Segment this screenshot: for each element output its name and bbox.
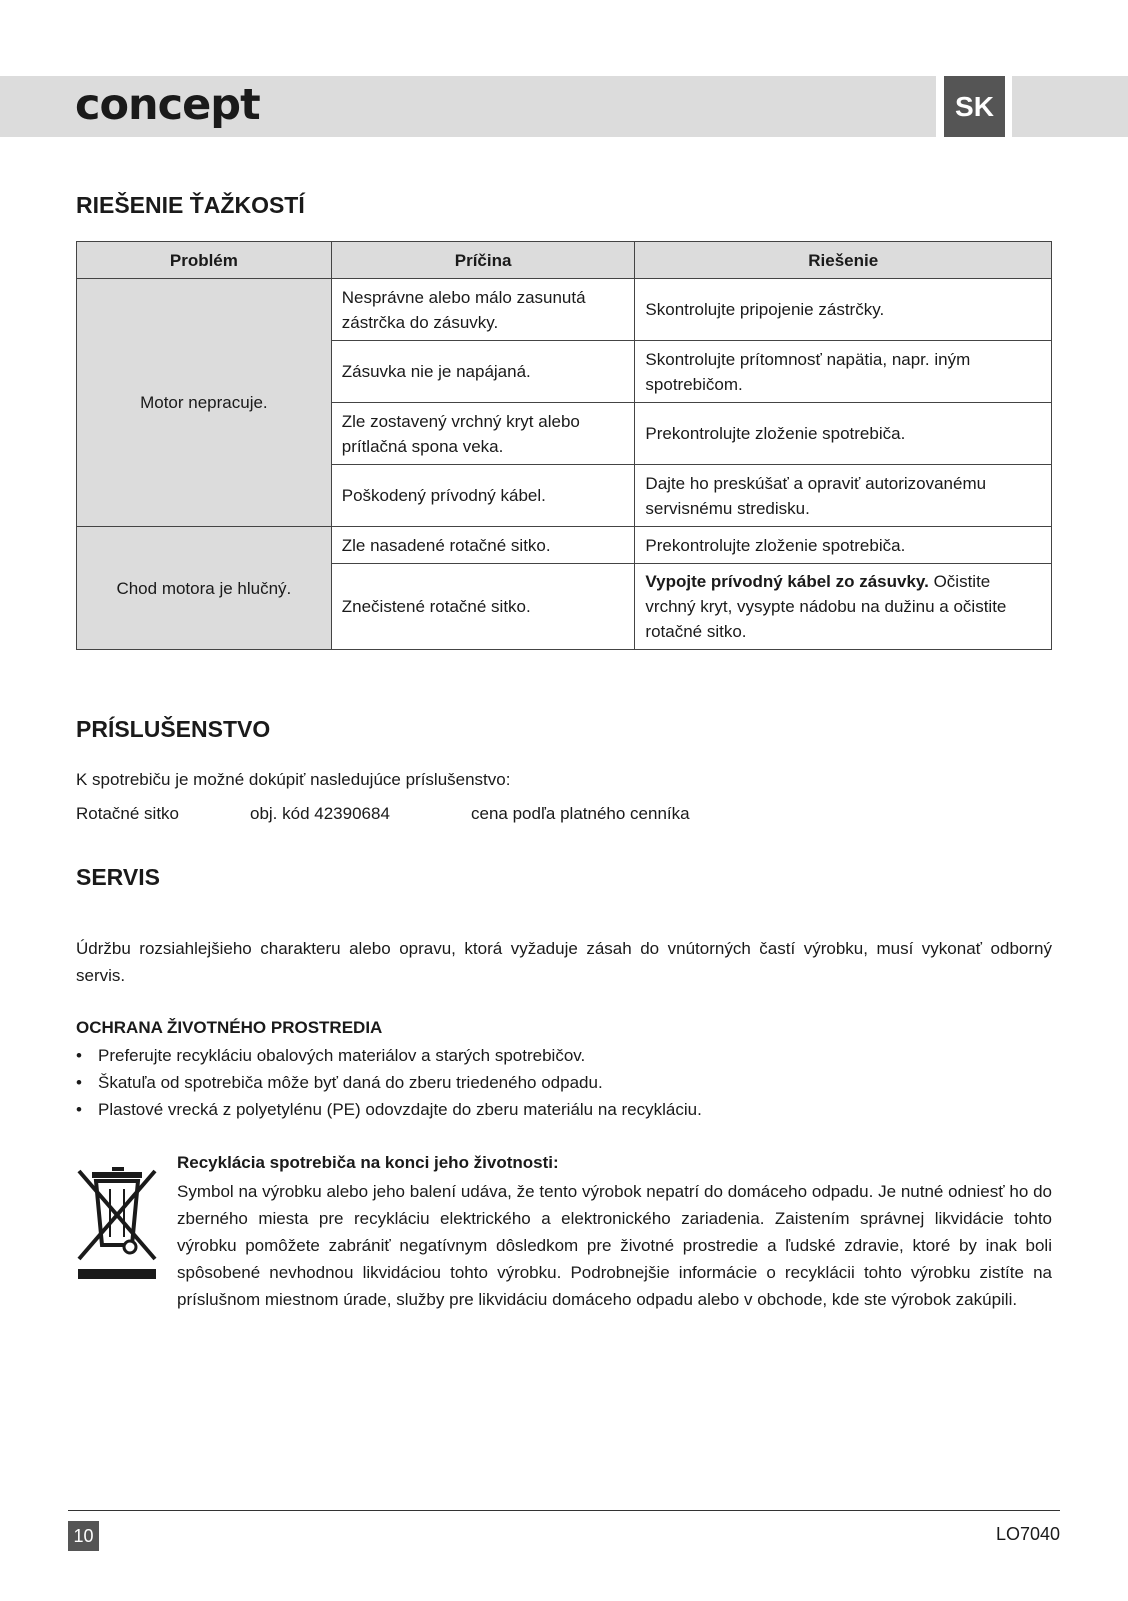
accessory-price: cena podľa platného cenníka [471, 804, 690, 823]
solution-cell [635, 564, 1052, 650]
cause-cell: Znečistené rotačné sitko. [331, 564, 635, 650]
list-item-text: Škatuľa od spotrebiča môže byť daná do zberu triedeného odpadu. [98, 1073, 603, 1092]
weee-crossed-bin-icon [76, 1165, 158, 1283]
problem-cell: Chod motora je hlučný. [77, 527, 332, 650]
cause-cell: Zásuvka nie je napájaná. [331, 341, 635, 403]
solution-text: Očistite vrchný kryt, vysypte nádobu na dužinu a očistite rotačné sitko. [645, 572, 1007, 641]
column-header-problem: Problém [77, 242, 332, 279]
service-text: Údržbu rozsiahlejšieho charakteru alebo opravu, ktorá vyžaduje zásah do vnútorných častí výrobku, musí vykonať odborný servis. [76, 939, 1052, 985]
footer-rule [68, 1510, 1060, 1511]
service-title: SERVIS [76, 864, 160, 890]
cause-cell: Zle nasadené rotačné sitko. [331, 527, 635, 564]
solution-cell: Dajte ho preskúšať a opraviť autorizovanému servisnému stredisku. [635, 465, 1052, 527]
list-item-text: Preferujte recykláciu obalových materiálov a starých spotrebičov. [98, 1046, 586, 1065]
table-row [77, 527, 1052, 564]
model-code: LO7040 [995, 1524, 1060, 1544]
table-header-row [77, 242, 1052, 279]
accessory-name: Rotačné sitko [76, 804, 179, 823]
recycling-title: Recyklácia spotrebiča na konci jeho životnosti: [177, 1153, 559, 1172]
cause-cell: Nesprávne alebo málo zasunutá zástrčka do zásuvky. [331, 279, 635, 341]
accessories-title: PRÍSLUŠENSTVO [76, 716, 271, 742]
column-header-cause: Príčina [331, 242, 635, 279]
cause-cell: Zle zostavený vrchný kryt alebo prítlačná spona veka. [331, 403, 635, 465]
cause-cell: Poškodený prívodný kábel. [331, 465, 635, 527]
page-number: 10 [68, 1521, 99, 1551]
environment-list [76, 1042, 1052, 1123]
list-item [76, 1096, 1052, 1123]
recycling-text: Symbol na výrobku alebo jeho balení udáva, že tento výrobok nepatrí do domáceho odpadu. Je nutné odniesť ho do zberného miesta pre recykláciu elektrického a elektronického zariadenia. Zaistením správnej likvidácie tohto výrobku pomôžete zabrániť negatívnym dôsledkom pre životné prostredie a ľudské zdravie, ktoré by inak boli spôsobené nevhodnou likvidáciou tohto výrobku. Podrobnejšie informácie o recyklácii tohto výrobku zistíte na príslušnom miestnom úrade, služby pre likvidáciu domáceho odpadu alebo v obchode, kde ste výrobok zakúpili. [177, 1182, 1052, 1309]
problem-cell: Motor nepracuje. [77, 279, 332, 527]
solution-warning: Vypojte prívodný kábel zo zásuvky. [645, 572, 929, 591]
header-band-right [1012, 76, 1128, 137]
solution-cell: Skontrolujte prítomnosť napätia, napr. iným spotrebičom. [635, 341, 1052, 403]
table-row [77, 279, 1052, 341]
list-item [76, 1069, 1052, 1096]
list-item [76, 1042, 1052, 1069]
bullet: • [76, 1046, 82, 1065]
solution-cell: Prekontrolujte zloženie spotrebiča. [635, 527, 1052, 564]
troubleshooting-table [76, 241, 1052, 650]
bullet: • [76, 1073, 82, 1092]
environment-title: OCHRANA ŽIVOTNÉHO PROSTREDIA [76, 1018, 383, 1037]
brand-logo: concept [75, 80, 260, 130]
accessory-code: obj. kód 42390684 [250, 804, 390, 823]
solution-cell: Prekontrolujte zloženie spotrebiča. [635, 403, 1052, 465]
accessories-intro: K spotrebiču je možné dokúpiť nasledujúce príslušenstvo: [76, 770, 511, 789]
column-header-solution: Riešenie [635, 242, 1052, 279]
solution-cell: Skontrolujte pripojenie zástrčky. [635, 279, 1052, 341]
language-badge: SK [944, 76, 1005, 137]
list-item-text: Plastové vrecká z polyetylénu (PE) odovzdajte do zberu materiálu na recykláciu. [98, 1100, 702, 1119]
bullet: • [76, 1100, 82, 1119]
troubleshooting-title: RIEŠENIE ŤAŽKOSTÍ [76, 192, 305, 218]
